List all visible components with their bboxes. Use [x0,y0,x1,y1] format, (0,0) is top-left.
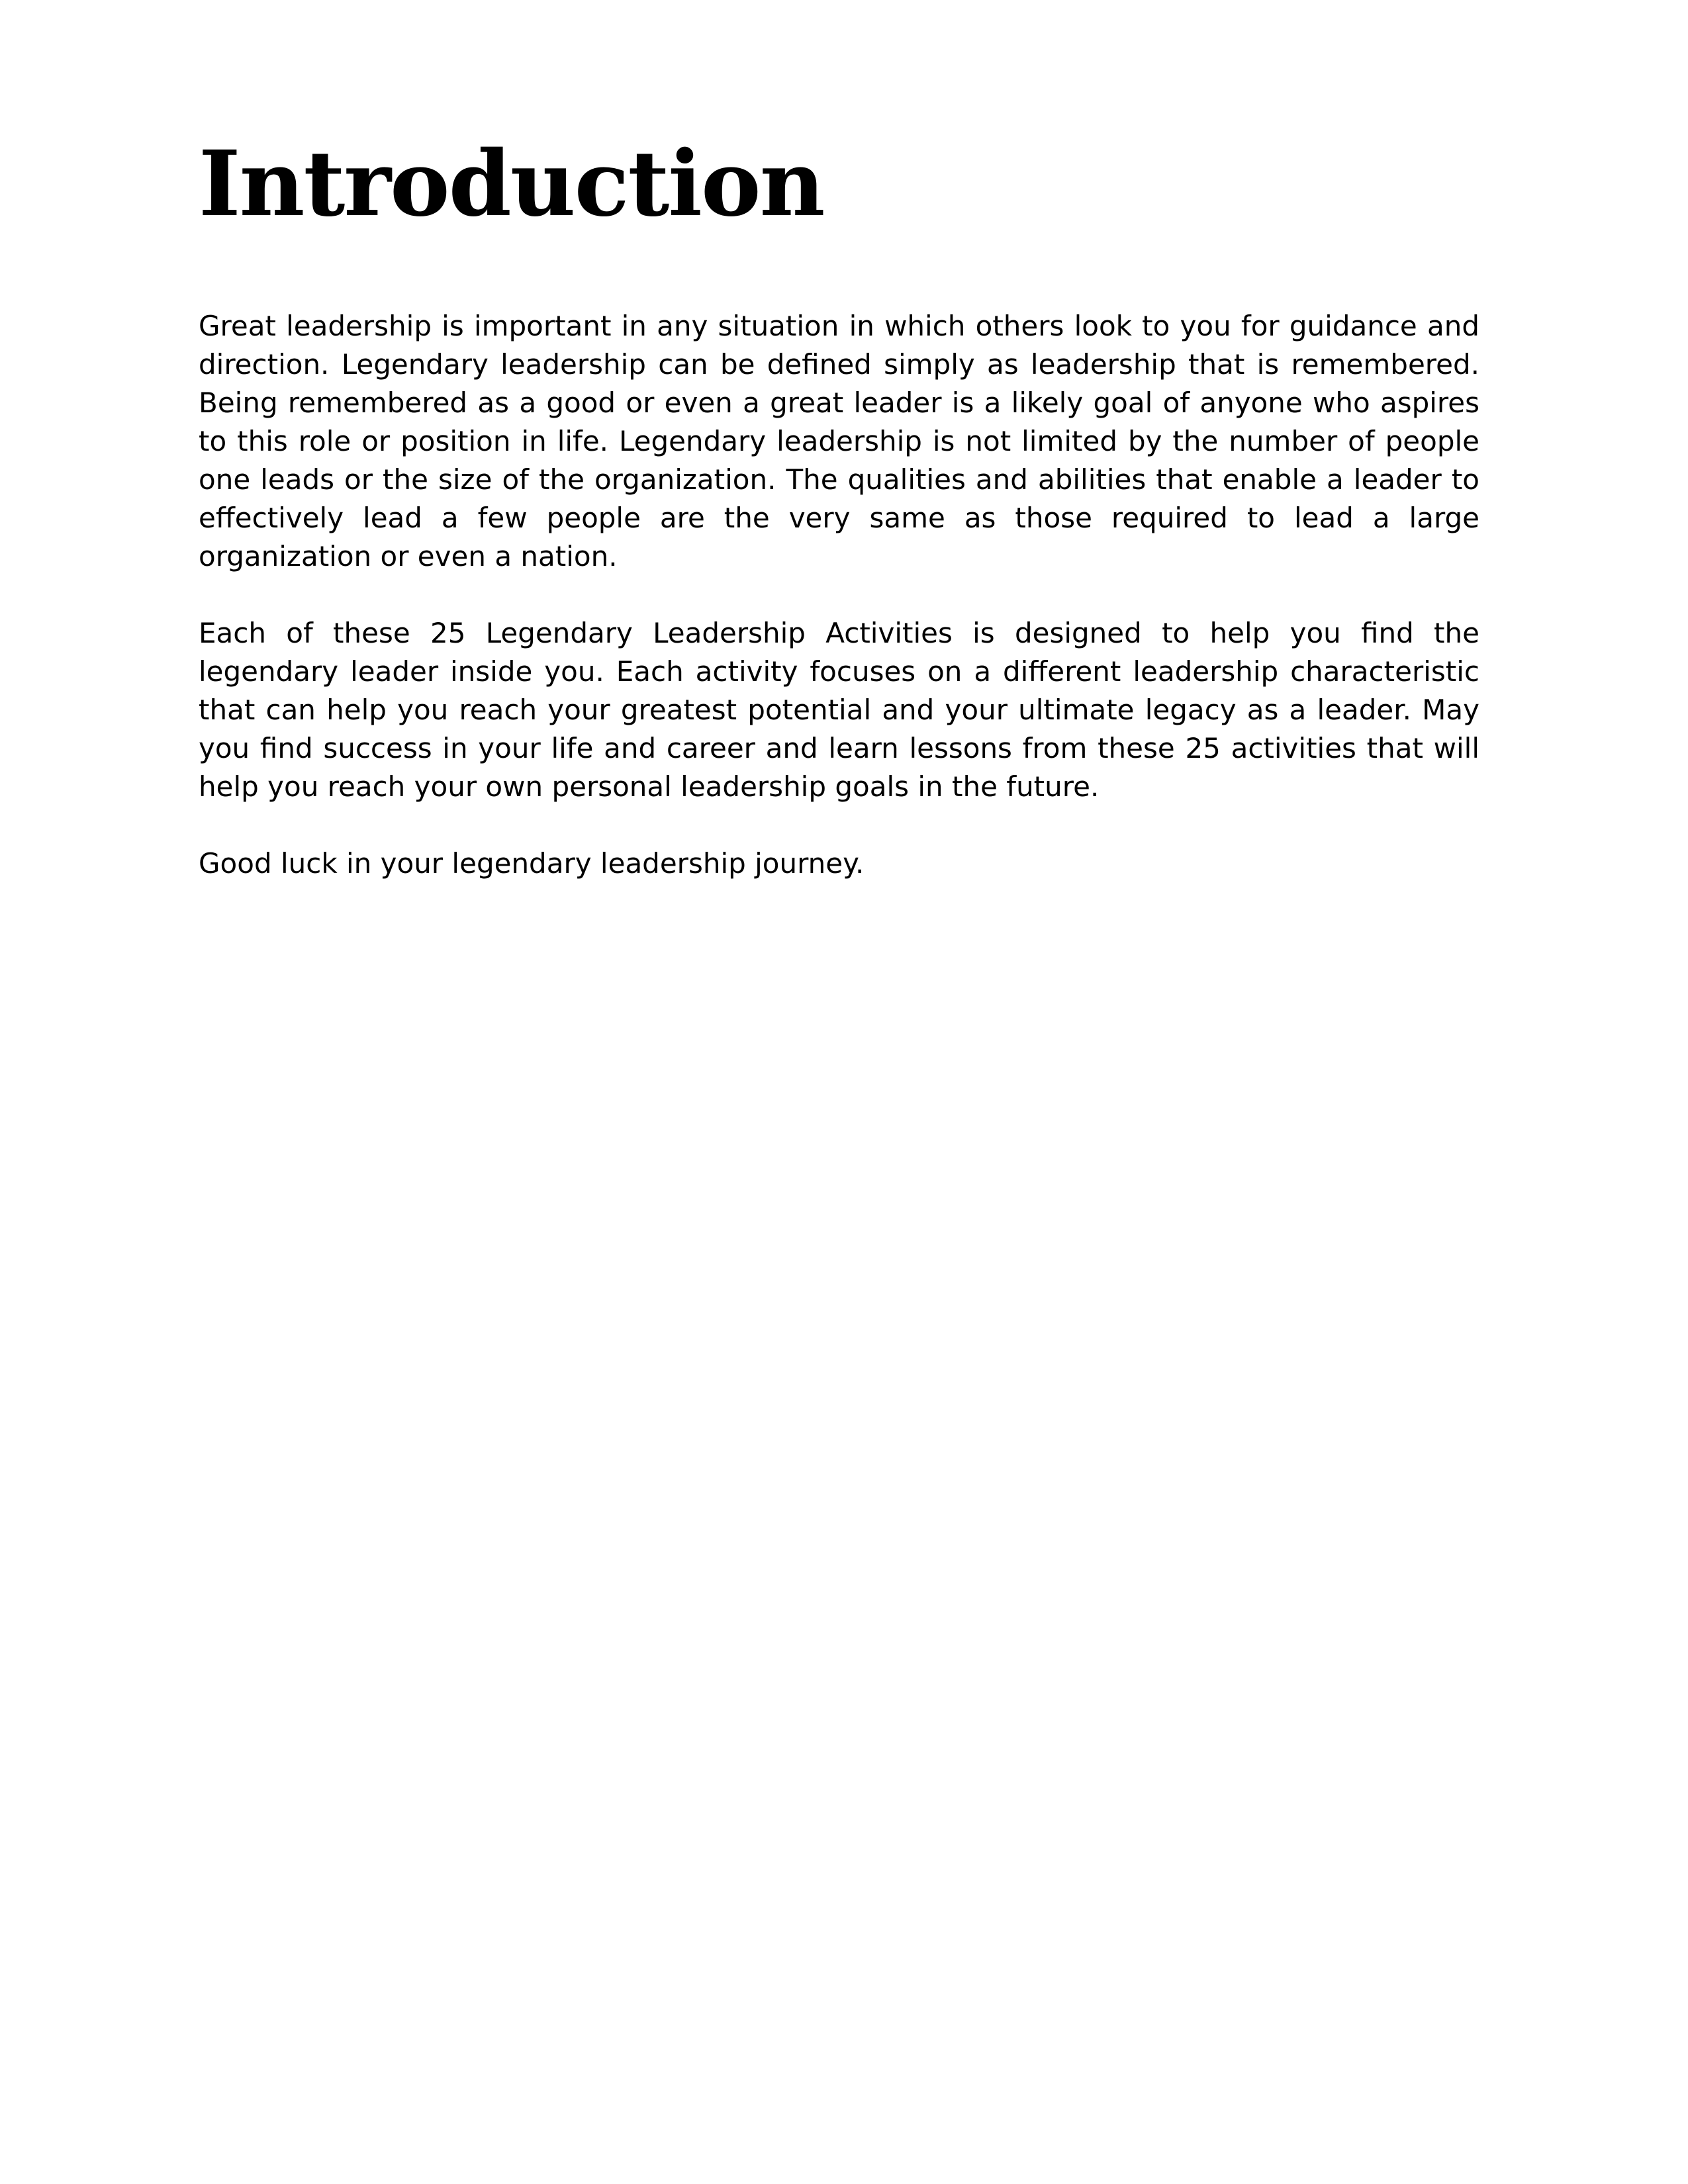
activities-paragraph: Each of these 25 Legendary Leadership Activities is designed to help you find the legendary leader inside you. Each activity focuses on a different leadership characteristic that can help you reach your greatest potential and your ultimate legacy as a leader. May you find success in your life and career and learn lessons from these 25 activities that will help you reach your own personal leadership goals in the future. [199,617,1479,803]
page-content [199,131,1479,921]
intro-paragraph: Great leadership is important in any situation in which others look to you for guidance and direction. Legendary leadership can be defined simply as leadership that is remembered. Being remembered as a good or even a great leader is a likely goal of anyone who aspires to this role or position in life. Legendary leadership is not limited by the number of people one leads or the size of the organization. The qualities and abilities that enable a leader to effectively lead a few people are the very same as those required to lead a large organization or even a nation. [199,310,1479,572]
body-text [199,307,1479,883]
page-title: Introduction [199,131,824,237]
closing-paragraph: Good luck in your legendary leadership journey. [199,847,865,880]
